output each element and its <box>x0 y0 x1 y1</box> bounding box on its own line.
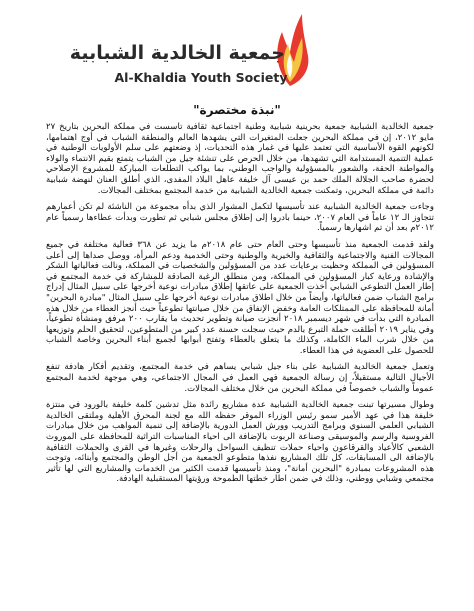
paragraph: وتعمل جمعية الخالدية الشبابية على بناء جيل شبابي يساهم في خدمة المجتمع، وتقديم أفكار هادفة تنفع الأجيال التالية مستقبلاً، إن رسالة الجمعية فهي العمل في المجال الاجتماعي، وهي موجهة لخدمة المجتمع عموماً والشباب خصوصاً في مملكة البحرين من خلال مختلف المجالات. <box>46 362 434 394</box>
document-title: "نبذة مختصرة" <box>193 103 281 117</box>
paragraph: ولقد قدمت الجمعية منذ تأسيسها وحتى العام حتى عام ٢٠١٨م ما يزيد عن ٣٦٨ فعالية مختلفة في جميع المجالات الفنية والاجتماعية والثقافية والخيرية والوطنية وحتى الخدمية ودعم المرأة، ووصل صداها إلى أعلى المسؤولين في المملكة وحظيت برعايات عدد من المسؤولين والشخصيات في المملكة، ونالت فعالياتها الشكر والإشادة ورعاية كبار المسؤولين في المملكة، ومن منطلق الرغبة الصادقة للمشاركة في خدمة المجتمع في إطار العمل التطوعي الشبابي أخذت الجمعية على عاتقها إطلاق مبادرات نوعية أخرجها على سبيل المثال إدراج برامج الشباب ضمن فعالياتها، وأيضاً من خلال اطلاق مبادرات نوعية أخرجها على سبيل المثال "مبادرة البحرين" أمانة للمحافظة على الممتلكات العامة وخفض الإنفاق من خلال صيانتها تطوعياً حيث أنجز العطاء من خلال هذه المبادرة التي بدأت في شهر ديسمبر ٢٠١٨ أنجزت صيانة وتطوير تحديث ما يقارب ٢٠٠ مرفق ومنشأة تطوعياً، وفي يناير ٢٠١٩ أطلقت حملة التبرع بالدم حيث سجلت حسنة عدد كبير من المتطوعين، لتحقيق الحلم وتوزيعها من خلال شرب الماء الكاملة، وكذلك ما يتعلق بالعطاء وتفتح أبوابها لجميع أبناء البحرين وخاصة الشباب للحصول على العضوية في هذا العطاء. <box>46 239 434 356</box>
paragraph: وجاءت جمعية الخالدية الشبابية عند تأسيسها لتكمل المشوار الذي بدأه مجموعة من الناشئة لم تكن أعمارهم تتجاوز الـ ١٢ عاماً في العام ٢٠٠٧، حينما بادروا إلى إطلاق مجلس شبابي ثم تطورت وبدأت عطاءها رسمياً عام ٢٠١٢م بعد أن تم اشهارها رسمياً. <box>46 202 434 234</box>
document-header <box>0 0 474 100</box>
paragraph: وطوال مسيرتها تبنت جمعية الخالدية الشبابية عدة مشاريع رائدة مثل تدشين كلمة خليفة بالورود في منتزة خليفة هذا في عهد الأمير سمو رئيس الوزراء الموقر حفظه الله مع لجنة المحرق الأهلية وملتقى الخالدية الشبابي العلمي السنوي وبرامج التدريب وورش العمل الدورية بالإضافة إلى تنمية المواهب من خلال مبادرات الفروسية والرسم والموسيقى وصناعة الربوت بالإضافة الى احياء المناسبات التراثية للمحافظة على الموروث الشعبي كالأعياد والقرقاعون واحياء حملات تنظيف السواحل والرحلات وغيرها في القرى والحملات الثقافية بالإضافة الى المسابقات، كل تلك المشاريع نفذها متطوعو الجمعية من أجل الوطن والمجتمع وأبنائه، وتوجت هذه المشروعات بمبادرة "البحرين أمانة"، ومنذ تأسيسها قدمت الكثير من الخدمات والمشاريع التي لها تأثير مجتمعي وشبابي ووطني، وذلك في ضمن اطار خطتها الطموحة ورؤيتها المستقبلية الهادفة. <box>46 400 434 485</box>
document-body <box>46 122 434 607</box>
paragraph: جمعية الخالدية الشبابية جمعية بحرينية شبابية وطنية اجتماعية ثقافية تأسست في مملكة البحرين بتاريخ ٢٧ مايو ٢٠١٢، إن في مملكة البحرين جعلت المتغيرات التي يشهدها العالم والمنطقة الشباب في أوج اهتمامها، لكونهم القوة الأساسية التي تعتمد عليها في غمار هذه التحديات، إذ وضعتهم على سلم الأولويات الوطنية في عملية التنمية المستدامة التي تشهدها، من خلال الحرص على تنشئة جيل من الشباب يتمتع بقيم الانتماء والولاء والمواطنة الحقة، والشعور بالمسؤولية والواجب الوطني، بما يواكب التطلعات المباركة للمشروع الإصلاحي لحضرة صاحب الجلالة الملك حمد بن عيسى آل خليفة عاهل البلاد المفدى، الذي أطلق العنان لنهضة شبابية دائمة في مملكة البحرين، وتمكنت جمعية الخالدية الشبابية من خدمة المجتمع بمختلف المجالات. <box>46 122 434 196</box>
org-name-arabic: جمعية الخالدية الشبابية <box>69 42 285 64</box>
org-name-english: Al-Khaldia Youth Society <box>114 70 288 85</box>
